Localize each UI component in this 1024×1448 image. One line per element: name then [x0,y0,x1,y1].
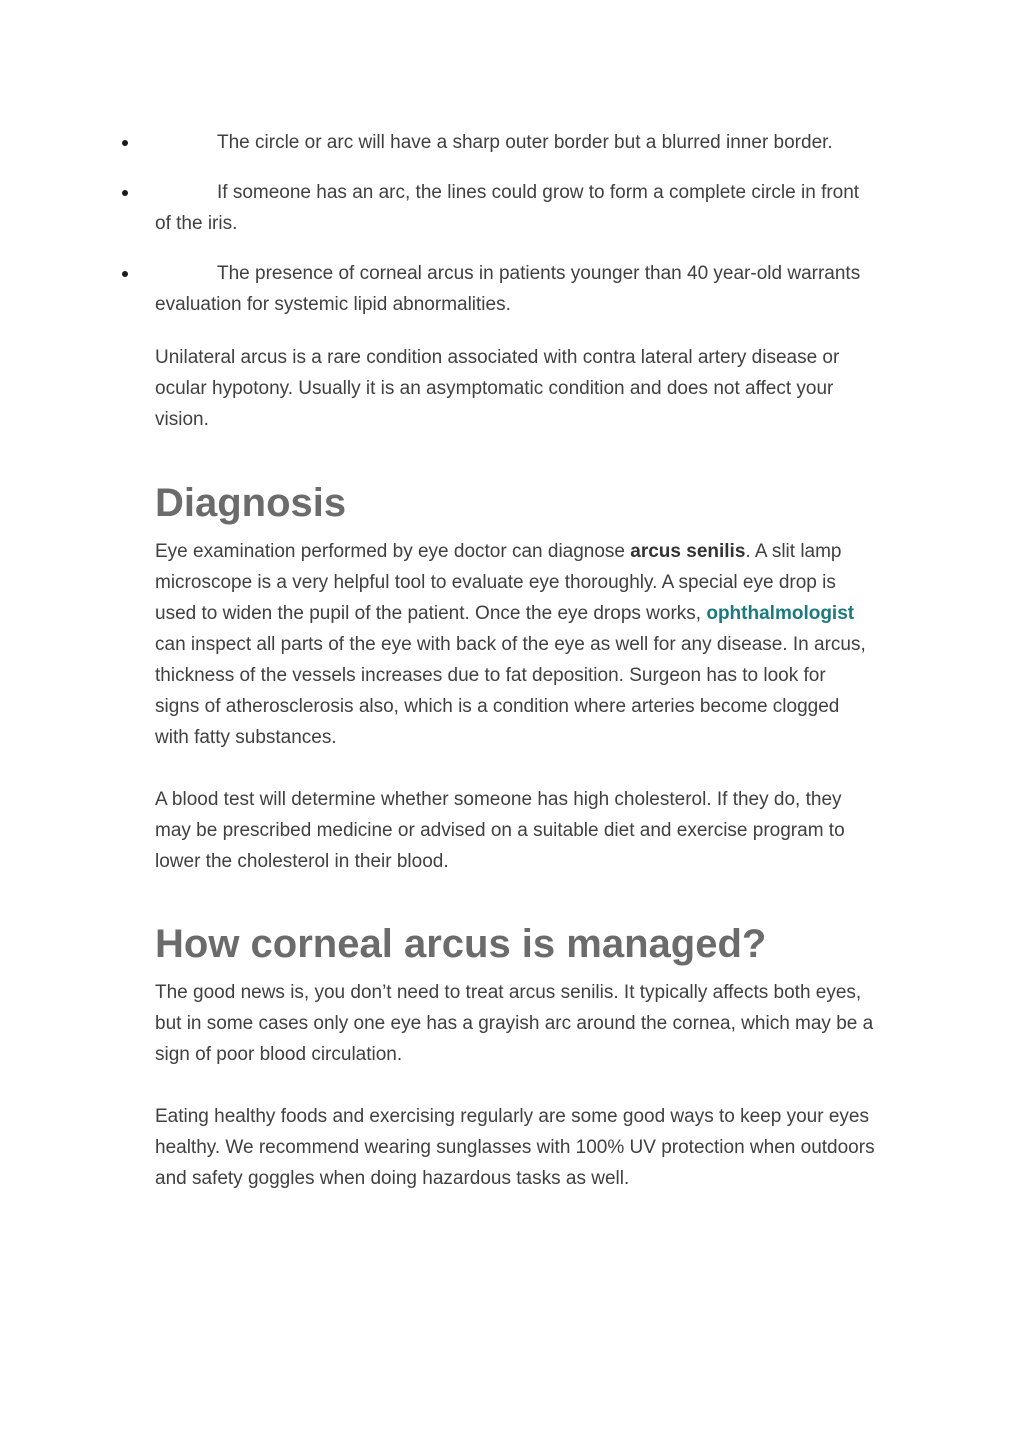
list-item [155,177,875,239]
bullet-dot-icon [122,190,128,196]
diagnosis-text-1: Eye examination performed by eye doctor can diagnose [155,541,631,562]
diagnosis-heading: Diagnosis [155,481,347,525]
diagnosis-text-2: . A slit lamp microscope is a very helpful tool to evaluate eye thoroughly. A special eye drop is used to widen the pupil of the patient. Once the eye drops works, [155,541,842,624]
diagnosis-text-3: can inspect all parts of the eye with back of the eye as well for any disease. In arcus, thickness of the vessels increases due to fat deposition. Surgeon has to look for signs of atherosclerosis also, which is a condition where arteries become clogged with fatty substances. [155,634,866,748]
managed-heading: How corneal arcus is managed? [155,922,767,966]
list-item [155,127,875,158]
managed-paragraph-1: The good news is, you don’t need to treat arcus senilis. It typically affects both eyes, but in some cases only one eye has a grayish arc around the cornea, which may be a sign of poor blood circulation. [155,982,874,1065]
bullet-text: The presence of corneal arcus in patients younger than 40 year-old warrants evaluation for systemic lipid abnormalities. [155,263,861,315]
document-page [155,127,875,1194]
list-item [155,258,875,320]
bullet-list [155,127,875,320]
managed-paragraph-2: Eating healthy foods and exercising regularly are some good ways to keep your eyes healthy. We recommend wearing sunglasses with 100% UV protection when outdoors and safety goggles when doing hazardous tasks as well. [155,1106,875,1189]
bullet-text: The circle or arc will have a sharp outer border but a blurred inner border. [217,132,833,153]
ophthalmologist-link[interactable]: ophthalmologist [706,603,855,624]
blood-test-paragraph: A blood test will determine whether someone has high cholesterol. If they do, they may be prescribed medicine or advised on a suitable diet and exercise program to lower the cholesterol in their blood. [155,789,845,872]
diagnosis-paragraph [155,536,875,753]
unilateral-paragraph: Unilateral arcus is a rare condition associated with contra lateral artery disease or ocular hypotony. Usually it is an asymptomatic condition and does not affect your vision. [155,347,840,430]
arcus-senilis-keyword: arcus senilis [630,541,746,562]
bullet-dot-icon [122,271,128,277]
bullet-text: If someone has an arc, the lines could grow to form a complete circle in front of the iris. [155,182,860,234]
bullet-dot-icon [122,140,128,146]
